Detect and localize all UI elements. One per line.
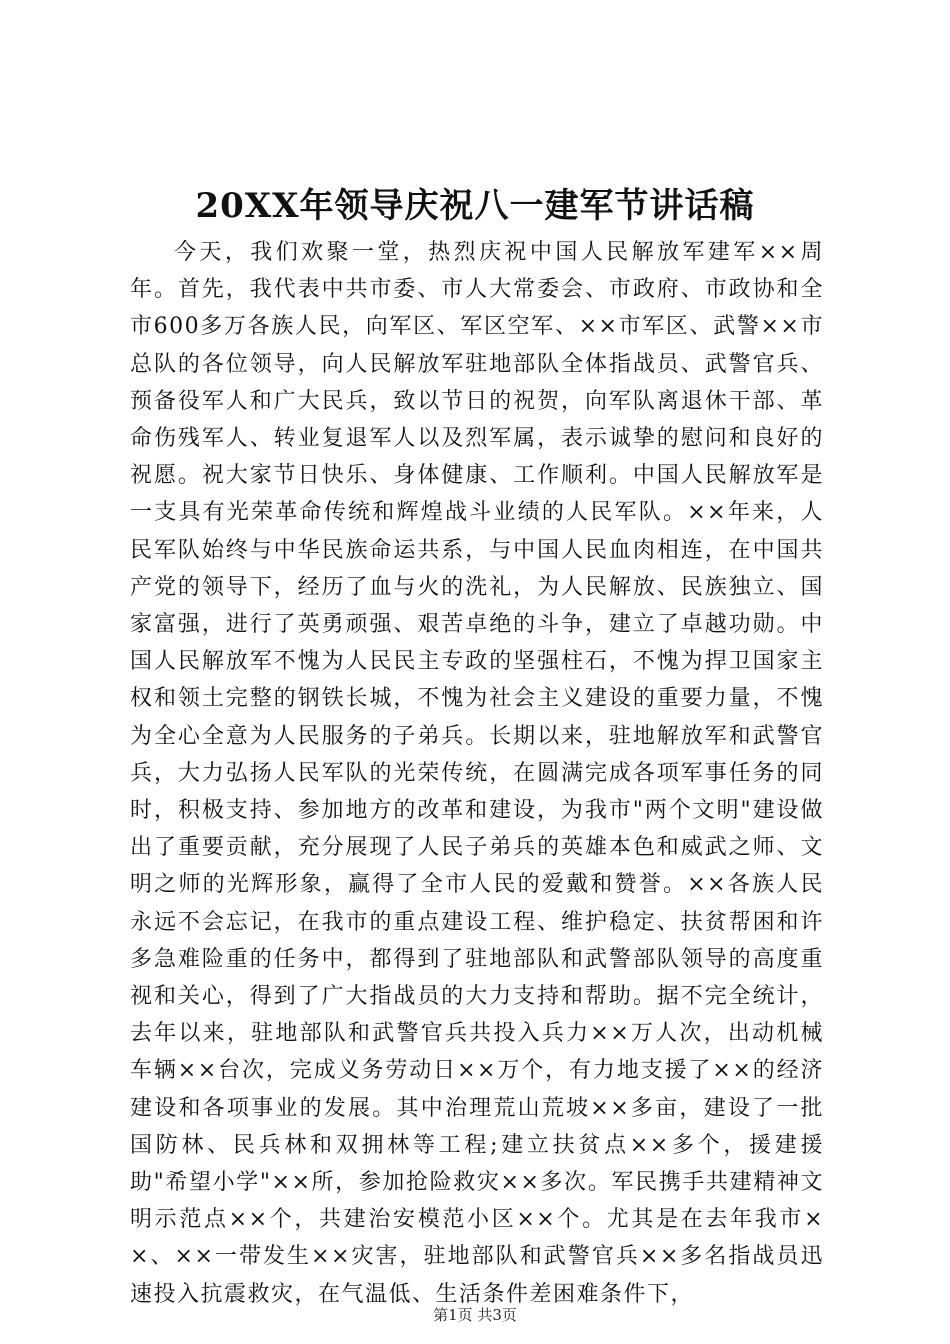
body-paragraph: 今天，我们欢聚一堂，热烈庆祝中国人民解放军建军××周年。首先，我代表中共市委、市人大常委会、市政府、市政协和全市600多万各族人民，向军区、军区空军、××市军区、武警××市总队的各位领导，向人民解放军驻地部队全体指战员、武警官兵、预备役军人和广大民兵，致以节日的祝贺，向军队离退休干部、革命伤残军人、转业复退军人以及烈军属，表示诚挚的慰问和良好的祝愿。祝大家节日快乐、身体健康、工作顺利。中国人民解放军是一支具有光荣革命传统和辉煌战斗业绩的人民军队。××年来，人民军队始终与中华民族命运共系，与中国人民血肉相连，在中国共产党的领导下，经历了血与火的洗礼，为人民解放、民族独立、国家富强，进行了英勇顽强、艰苦卓绝的斗争，建立了卓越功勋。中国人民解放军不愧为人民民主专政的坚强柱石，不愧为捍卫国家主权和领土完整的钢铁长城，不愧为社会主义建设的重要力量，不愧为全心全意为人民服务的子弟兵。长期以来，驻地解放军和武警官兵，大力弘扬人民军队的光荣传统，在圆满完成各项军事任务的同时，积极支持、参加地方的改革和建设，为我市"两个文明"建设做出了重要贡献，充分展现了人民子弟兵的英雄本色和威武之师、文明之师的光辉形象，赢得了全市人民的爱戴和赞誉。××各族人民永远不会忘记，在我市的重点建设工程、维护稳定、扶贫帮困和许多急难险重的任务中，都得到了驻地部队和武警部队领导的高度重视和关心，得到了广大指战员的大力支持和帮助。据不完全统计，去年以来，驻地部队和武警官兵共投入兵力××万人次，出动机械车辆××台次，完成义务劳动日××万个，有力地支援了××的经济建设和各项事业的发展。其中治理荒山荒坡××多亩，建设了一批国防林、民兵林和双拥林等工程;建立扶贫点××多个，援建援助"希望小学"××所，参加抢险救灾××多次。军民携手共建精神文明示范点××个，共建治安模范小区××个。尤其是在去年我市××、××一带发生××灾害，驻地部队和武警官兵××多名指战员迅速投入抗震救灾，在气温低、生活条件差困难条件下， bbox=[130, 240, 824, 1307]
page-number-footer: 第1页 共3页 bbox=[433, 1306, 517, 1324]
document-title: 20XX年领导庆祝八一建军节讲话稿 bbox=[195, 186, 755, 226]
